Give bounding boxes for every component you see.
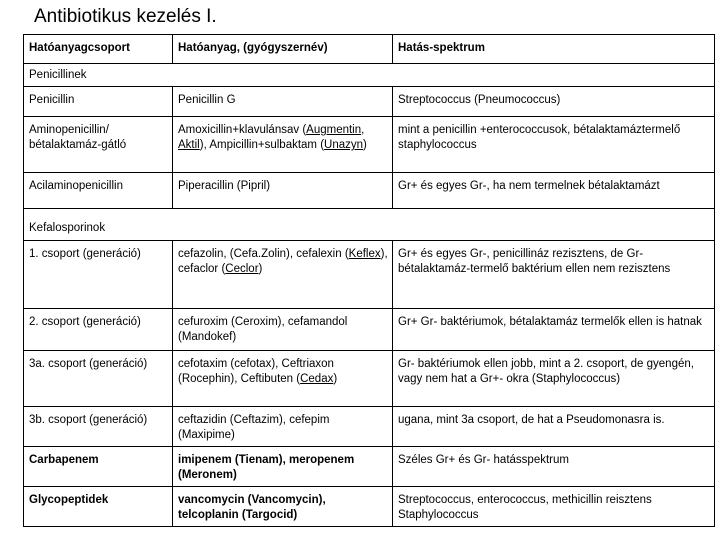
cell-spectrum: mint a penicillin +enterococcusok, bétalaktamáztermelő staphylococcus: [393, 117, 715, 173]
cell-spectrum: Széles Gr+ és Gr- hatásspektrum: [393, 447, 715, 487]
agent-text: cefazolin, (Cefa.Zolin), cefalexin (: [178, 248, 349, 260]
agent-text: vancomycin (Vancomycin), telcoplanin (Targocid): [178, 494, 326, 521]
cell-spectrum: Streptococcus (Pneumococcus): [393, 87, 715, 117]
table-row: [24, 241, 715, 309]
agent-text: Penicillin G: [178, 94, 236, 106]
agent-text: ), cefaclor (: [178, 248, 388, 275]
table-row: [24, 117, 715, 173]
cell-agent: [173, 241, 393, 309]
cell-group: 3a. csoport (generáció): [24, 351, 173, 407]
cell-agent: [173, 87, 393, 117]
cell-group: Carbapenem: [24, 447, 173, 487]
cell-agent: [173, 447, 393, 487]
table-row: [24, 447, 715, 487]
cell-agent: [173, 309, 393, 351]
agent-text: Piperacillin (Pipril): [178, 180, 271, 192]
cell-agent: [173, 351, 393, 407]
page-title: Antibiotikus kezelés I.: [34, 6, 217, 27]
agent-text: ): [258, 263, 263, 275]
table-row: [24, 309, 715, 351]
brand-name: Augmentin: [306, 124, 362, 136]
section-title: Kefalosporinok: [24, 209, 715, 241]
agent-text: ), Ampicillin+sulbaktam (: [199, 139, 325, 151]
cell-agent: [173, 487, 393, 527]
cell-group: Glycopeptidek: [24, 487, 173, 527]
section-row-cephalosporins: [24, 209, 715, 241]
table-header-row: [24, 35, 715, 64]
cell-spectrum: ugana, mint 3a csoport, de hat a Pseudomonasra is.: [393, 407, 715, 447]
brand-name: Cedax: [300, 373, 334, 385]
table-row: [24, 87, 715, 117]
cell-group: 3b. csoport (generáció): [24, 407, 173, 447]
table-row: [24, 487, 715, 527]
section-title: Penicillinek: [24, 64, 715, 87]
table-row: [24, 407, 715, 447]
header-col-group: Hatóanyagcsoport: [24, 35, 173, 64]
agent-text: ,: [361, 124, 365, 136]
agent-text: imipenem (Tienam), meropenem (Meronem): [178, 454, 355, 481]
agent-text: Amoxicillin+klavulánsav (: [178, 124, 307, 136]
header-col-agent: Hatóanyag, (gyógyszernév): [173, 35, 393, 64]
cell-agent: [173, 117, 393, 173]
cell-group: 2. csoport (generáció): [24, 309, 173, 351]
cell-spectrum: Gr- baktériumok ellen jobb, mint a 2. csoport, de gyengén, vagy nem hat a Gr+- okra (Staphylococcus): [393, 351, 715, 407]
cell-group: Acilaminopenicillin: [24, 173, 173, 209]
section-row-penicillins: [24, 64, 715, 87]
cell-agent: [173, 407, 393, 447]
antibiotic-table: [23, 34, 715, 527]
cell-agent: [173, 173, 393, 209]
cell-spectrum: Streptococcus, enterococcus, methicillin reisztens Staphylococcus: [393, 487, 715, 527]
brand-name: Keflex: [348, 248, 381, 260]
cell-spectrum: Gr+ és egyes Gr-, ha nem termelnek bétalaktamázt: [393, 173, 715, 209]
table-row: [24, 351, 715, 407]
agent-text: ceftazidin (Ceftazim), cefepim (Maxipime): [178, 414, 330, 441]
agent-text: ): [363, 139, 367, 151]
cell-group: 1. csoport (generáció): [24, 241, 173, 309]
agent-text: cefotaxim (cefotax), Ceftriaxon (Rocephin), Ceftibuten (: [178, 358, 334, 385]
agent-text: ): [333, 373, 338, 385]
cell-group: Penicillin: [24, 87, 173, 117]
brand-name: Unazyn: [324, 139, 364, 151]
agent-text: cefuroxim (Ceroxim), cefamandol (Mandokef): [178, 316, 348, 343]
cell-group: Aminopenicillin/ bétalaktamáz-gátló: [24, 117, 173, 173]
brand-name: Aktil: [178, 139, 200, 151]
cell-spectrum: Gr+ Gr- baktériumok, bétalaktamáz termelők ellen is hatnak: [393, 309, 715, 351]
header-col-spectrum: Hatás-spektrum: [393, 35, 715, 64]
brand-name: Ceclor: [225, 263, 259, 275]
table-row: [24, 173, 715, 209]
cell-spectrum: Gr+ és egyes Gr-, penicillináz rezisztens, de Gr-bétalaktamáz-termelő baktérium ellen nem rezisztens: [393, 241, 715, 309]
